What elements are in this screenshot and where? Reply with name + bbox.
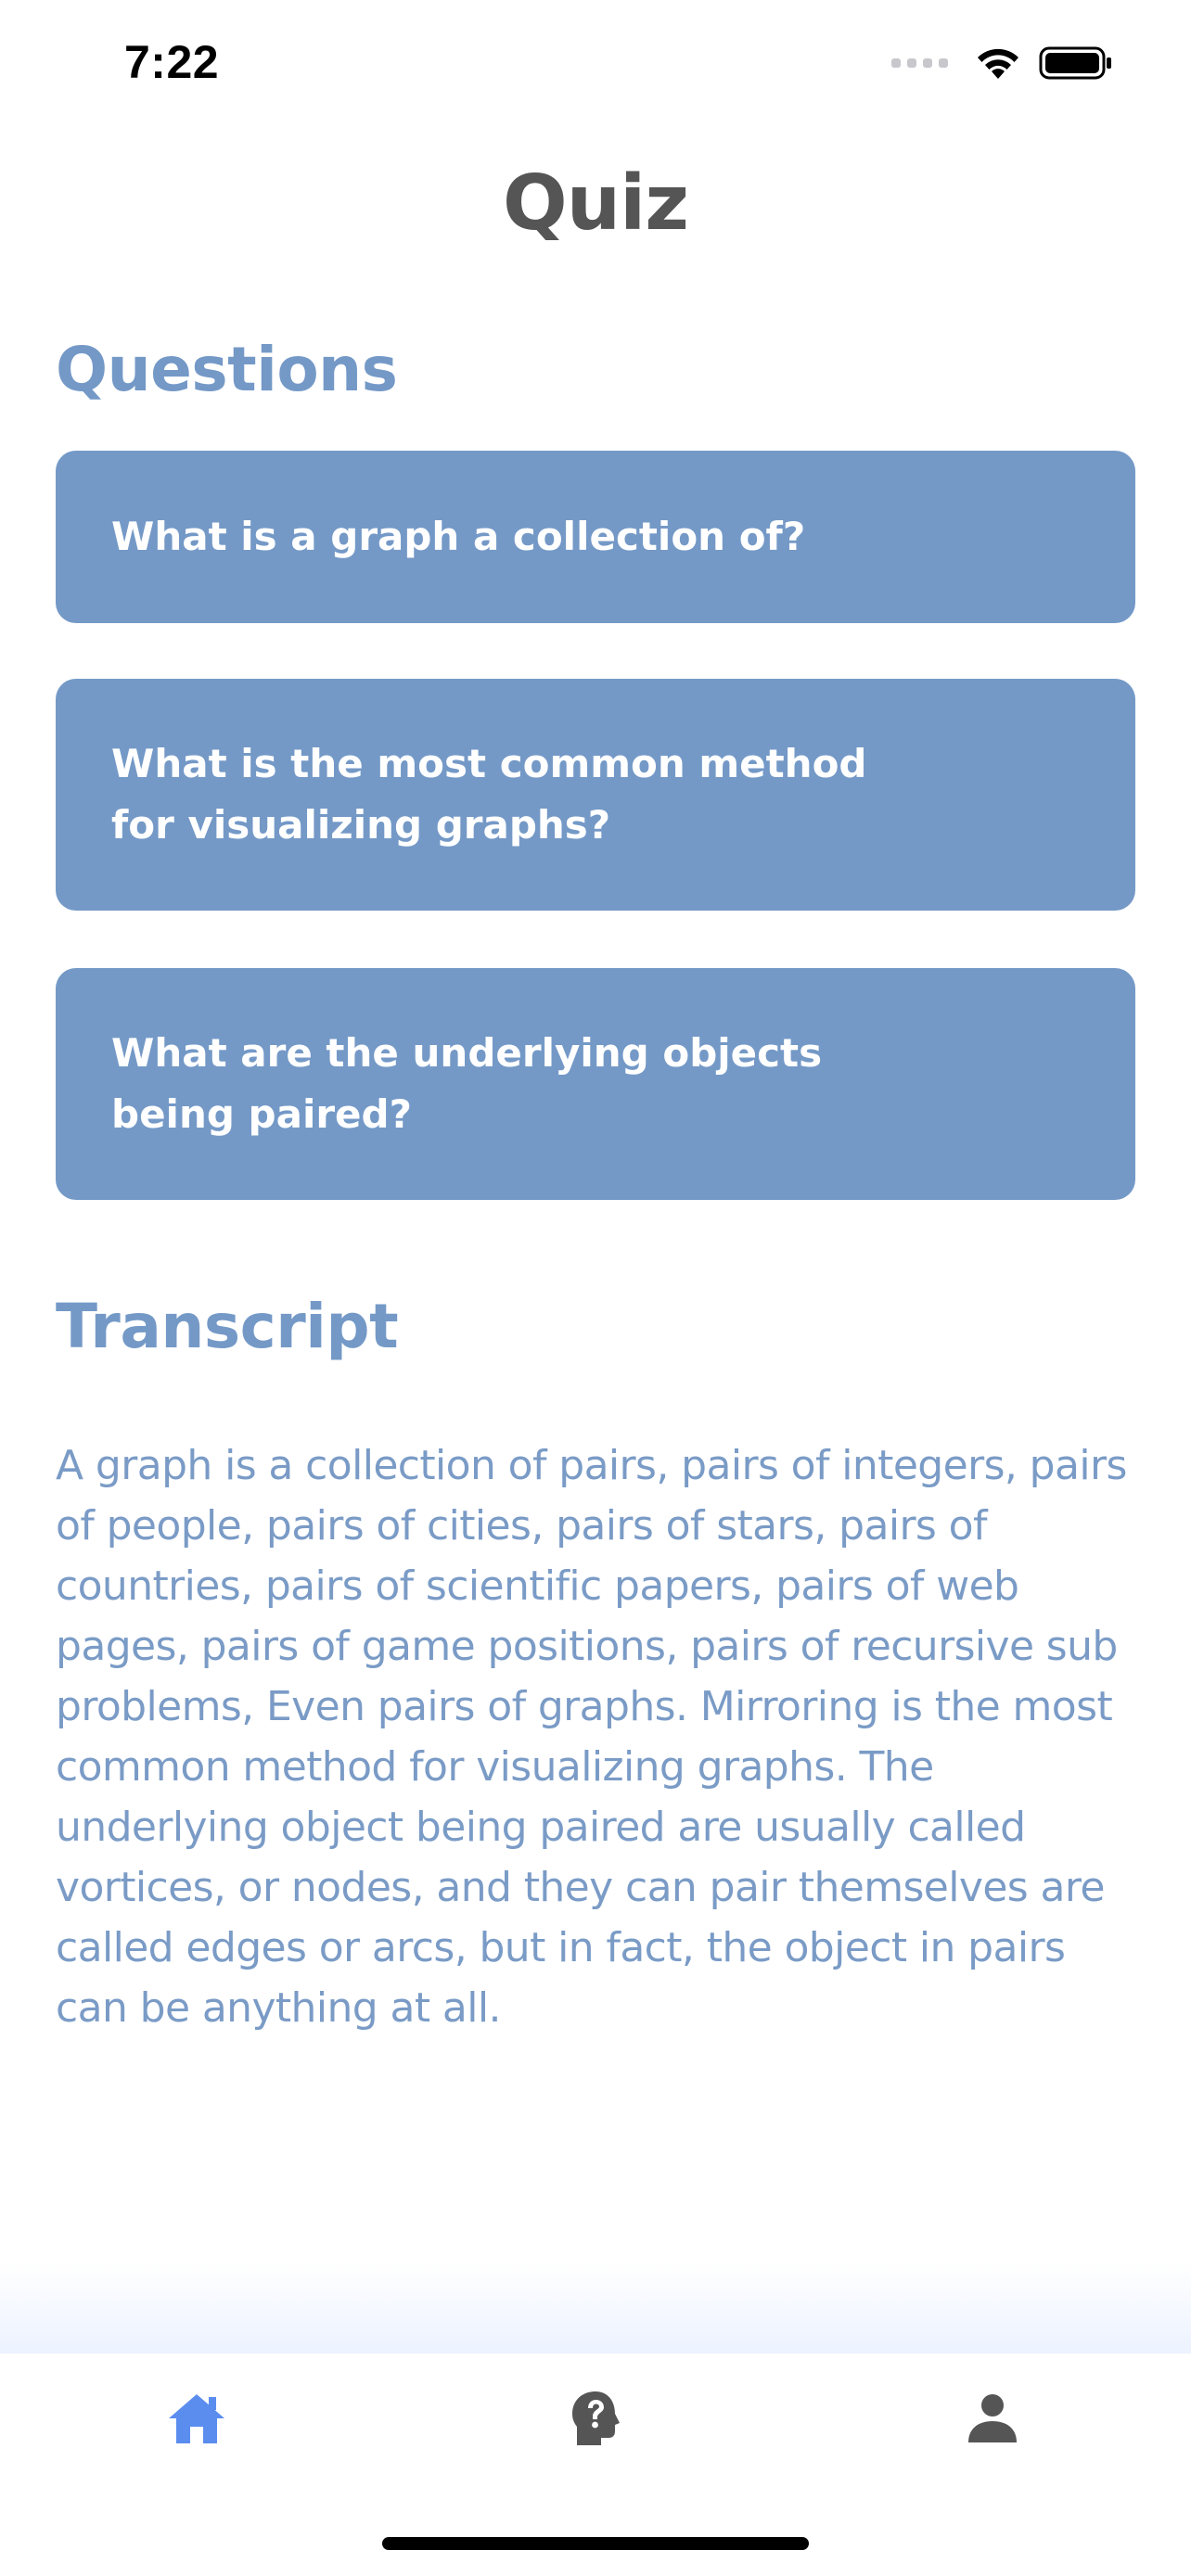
status-bar (0, 0, 1191, 130)
cellular-signal-icon (891, 58, 948, 68)
page-title: Quiz (503, 159, 688, 248)
home-indicator (382, 2537, 809, 2550)
person-icon (967, 2392, 1018, 2444)
home-icon (167, 2391, 226, 2445)
transcript-heading: Transcript (56, 1291, 399, 1362)
question-card[interactable] (56, 968, 1135, 1200)
transcript-text: A graph is a collection of pairs, pairs of integers, pairs of people, pairs of cities, pairs of stars, pairs of countries, pairs of scientific papers, pairs of web pages, pairs of game positions, pairs of recursive sub problems, Even pairs of graphs. Mirroring is the most common method for visualizing graphs. The underlying object being paired are usually called vortices, or nodes, and they can pair themselves are called edges or arcs, but in fact, the object in pairs can be anything at all. (56, 1442, 1127, 2032)
status-icons (891, 45, 1113, 82)
tab-profile[interactable] (946, 2372, 1039, 2465)
question-text: What is the most common method for visualizing graphs? (111, 741, 867, 848)
tab-home[interactable] (150, 2372, 243, 2465)
question-text: What are the underlying objects being paired? (111, 1030, 823, 1137)
question-head-icon (570, 2390, 621, 2447)
status-time: 7:22 (124, 36, 220, 88)
wifi-icon (974, 45, 1022, 81)
questions-heading: Questions (56, 334, 398, 405)
tab-bar-fade (0, 2263, 1191, 2355)
tab-quiz[interactable] (549, 2372, 642, 2465)
question-card[interactable] (56, 451, 1135, 623)
question-text: What is a graph a collection of? (111, 514, 806, 559)
question-card[interactable] (56, 679, 1135, 911)
battery-icon (1039, 45, 1113, 82)
